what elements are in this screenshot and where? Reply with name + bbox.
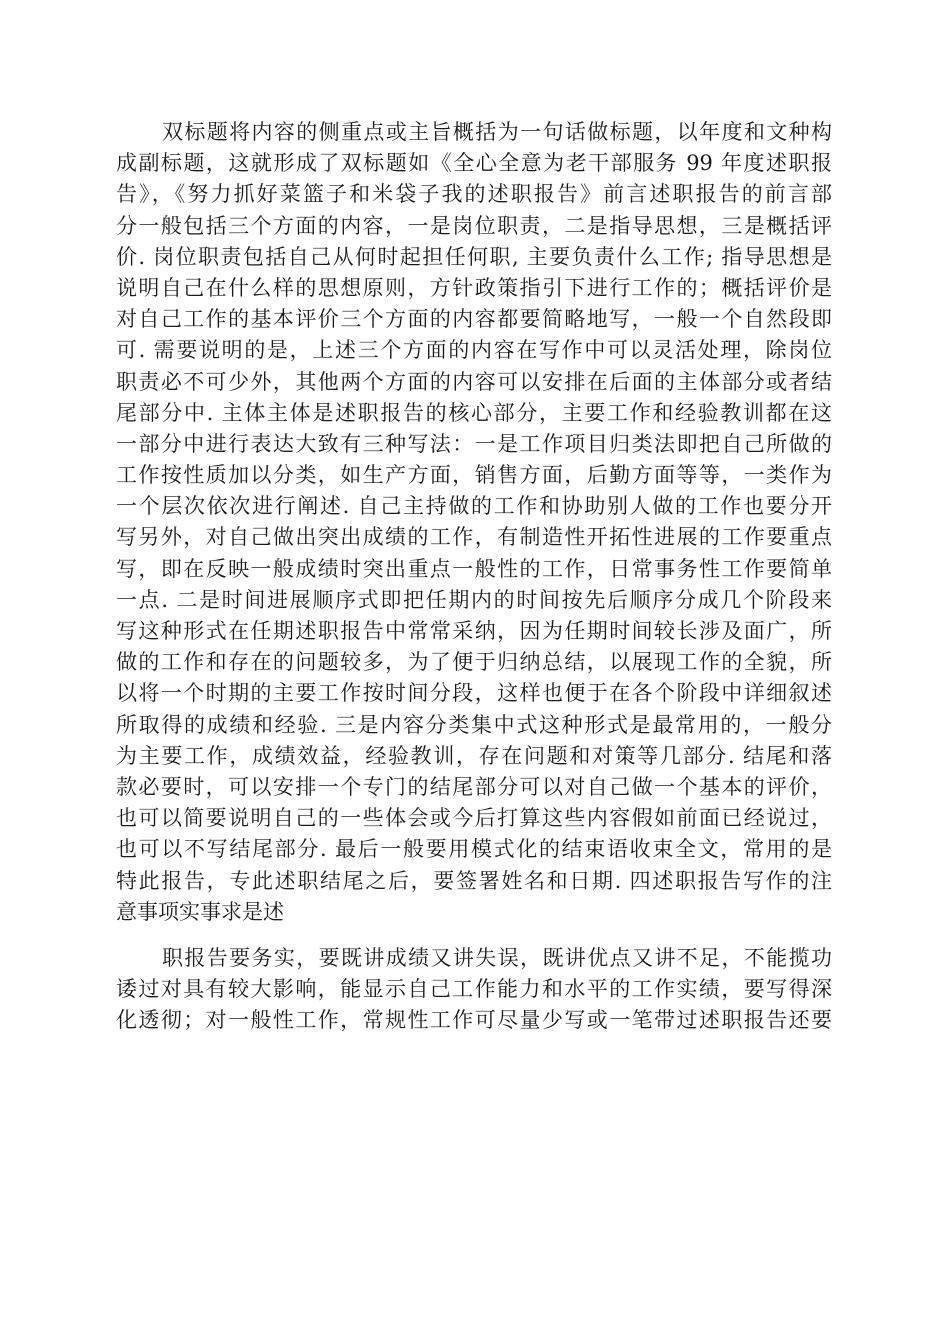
text-line: 为主要工作，成绩效益，经验教训，存在问题和对策等几部分. 结尾和落 <box>116 743 832 768</box>
text-line: 对自己工作的基本评价三个方面的内容都要简略地写，一般一个自然段即 <box>116 307 832 332</box>
text-line: 可. 需要说明的是，上述三个方面的内容在写作中可以灵活处理，除岗位 <box>116 338 832 363</box>
text-line: 成副标题，这就形成了双标题如《全心全意为老干部服务 99 年度述职报 <box>116 151 832 176</box>
text-line: 职报告要务实，要既讲成绩又讲失误，既讲优点又讲不足，不能揽功 <box>162 945 832 970</box>
text-line: 一部分中进行表达大致有三种写法：一是工作项目归类法即把自己所做的 <box>116 431 832 456</box>
text-line: 分一般包括三个方面的内容，一是岗位职责，二是指导思想，三是概括评 <box>116 213 832 238</box>
paragraph <box>116 117 832 928</box>
text-line: 工作按性质加以分类，如生产方面，销售方面，后勤方面等等，一类作为 <box>116 463 832 488</box>
text-line: 做的工作和存在的问题较多，为了便于归纳总结，以展现工作的全貌，所 <box>116 650 832 675</box>
paragraph <box>116 943 832 1037</box>
text-line: 写另外，对自己做出突出成绩的工作，有制造性开拓性进展的工作要重点 <box>116 525 832 550</box>
text-line: 也可以简要说明自己的一些体会或今后打算这些内容假如前面已经说过， <box>116 806 832 831</box>
paragraph-gap <box>116 928 832 943</box>
text-line: 价. 岗位职责包括自己从何时起担任何职, 主要负责什么工作; 指导思想是 <box>116 244 832 269</box>
text-line: 双标题将内容的侧重点或主旨概括为一句话做标题，以年度和文种构 <box>162 120 832 144</box>
text-line: 说明自己在什么样的思想原则，方针政策指引下进行工作的；概括评价是 <box>116 275 832 300</box>
text-line: 告》，《努力抓好菜篮子和米袋子我的述职报告》前言述职报告的前言部 <box>116 182 832 207</box>
text-line: 所取得的成绩和经验. 三是内容分类集中式这种形式是最常用的，一般分 <box>116 712 832 737</box>
text-line: 特此报告，专此述职结尾之后，要签署姓名和日期. 四述职报告写作的注 <box>116 868 832 893</box>
document-body <box>116 117 832 1036</box>
text-line: 职责必不可少外，其他两个方面的内容可以安排在后面的主体部分或者结 <box>116 369 832 394</box>
text-line: 意事项实事求是述 <box>116 899 284 924</box>
text-line: 尾部分中. 主体主体是述职报告的核心部分，主要工作和经验教训都在这 <box>116 400 832 425</box>
text-line: 一点. 二是时间进展顺序式即把任期内的时间按先后顺序分成几个阶段来 <box>116 587 832 612</box>
text-line: 写，即在反映一般成绩时突出重点一般性的工作，日常事务性工作要简单 <box>116 556 832 581</box>
text-line: 诿过对具有较大影响，能显示自己工作能力和水平的工作实绩，要写得深 <box>116 977 832 1002</box>
text-line: 写这种形式在任期述职报告中常常采纳，因为任期时间较长涉及面广，所 <box>116 619 832 643</box>
paragraph-container <box>116 117 832 1036</box>
text-line: 化透彻；对一般性工作，常规性工作可尽量少写或一笔带过述职报告还要 <box>116 1008 832 1033</box>
text-line: 款必要时，可以安排一个专门的结尾部分可以对自己做一个基本的评价， <box>116 774 832 799</box>
text-line: 也可以不写结尾部分. 最后一般要用模式化的结束语收束全文，常用的是 <box>116 837 832 862</box>
text-line: 一个层次依次进行阐述. 自己主持做的工作和协助别人做的工作也要分开 <box>116 494 832 519</box>
text-line: 以将一个时期的主要工作按时间分段，这样也便于在各个阶段中详细叙述 <box>116 681 832 706</box>
